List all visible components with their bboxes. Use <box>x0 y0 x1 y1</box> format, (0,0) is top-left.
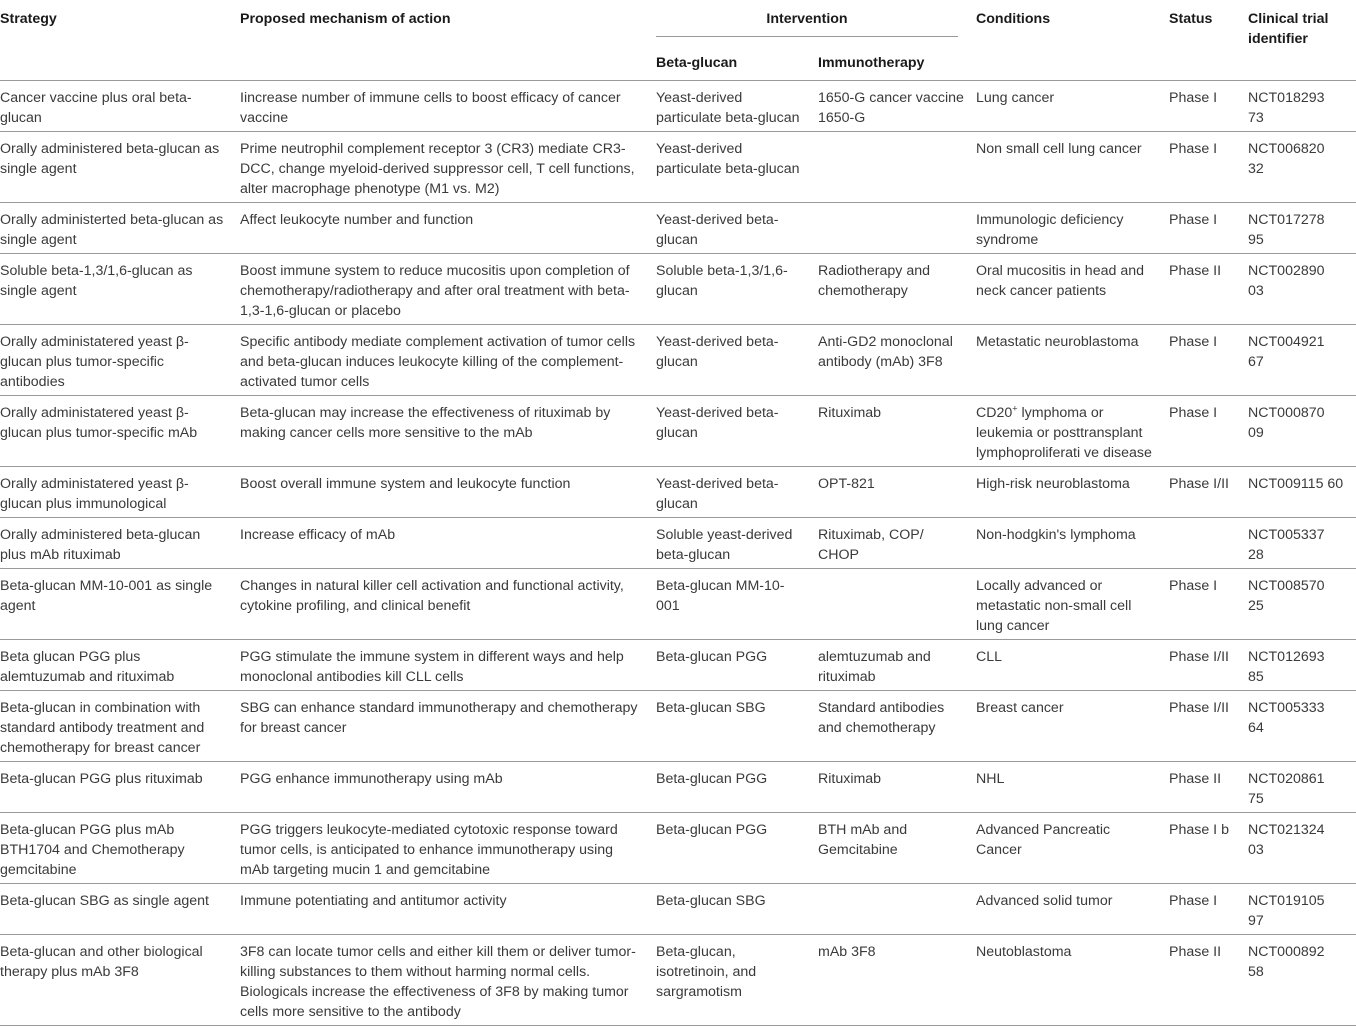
cell-identifier <box>1248 518 1356 569</box>
cell-mechanism-text: Prime neutrophil complement receptor 3 (CR3) mediate CR3-DCC, change myeloid-derived suppressor cell, T cell functions, alter macrophage phenotype (M1 vs. M2) <box>240 141 635 197</box>
cell-status <box>1169 132 1248 203</box>
cell-immunotherapy <box>818 396 976 467</box>
cell-conditions <box>976 132 1169 203</box>
cell-mechanism <box>240 254 656 325</box>
cell-identifier <box>1248 396 1356 467</box>
cell-strategy-text: Orally administatered yeast β-glucan plus tumor-specific mAb <box>0 405 198 441</box>
cell-status-text: Phase I/II <box>1169 700 1229 716</box>
cell-immunotherapy <box>818 884 976 935</box>
cell-beta-glucan <box>656 325 818 396</box>
table-row <box>0 691 1356 762</box>
cell-identifier <box>1248 935 1356 1026</box>
cell-status <box>1169 935 1248 1026</box>
cell-identifier <box>1248 884 1356 935</box>
cell-status <box>1169 518 1248 569</box>
cell-beta-glucan <box>656 884 818 935</box>
cell-immunotherapy-text: Rituximab, COP/ CHOP <box>818 527 924 563</box>
cell-immunotherapy <box>818 813 976 884</box>
cell-immunotherapy <box>818 203 976 254</box>
cell-beta-glucan <box>656 569 818 640</box>
cell-conditions-text: Oral mucositis in head and neck cancer patients <box>976 263 1144 299</box>
cell-mechanism <box>240 203 656 254</box>
cell-beta-glucan <box>656 691 818 762</box>
cell-immunotherapy-text: mAb 3F8 <box>818 944 876 960</box>
cell-strategy-text: Beta-glucan SBG as single agent <box>0 893 210 909</box>
cell-status <box>1169 691 1248 762</box>
cell-identifier <box>1248 813 1356 884</box>
cell-immunotherapy-text: Standard antibodies and chemotherapy <box>818 700 945 736</box>
cell-conditions <box>976 691 1169 762</box>
cell-mechanism <box>240 467 656 518</box>
cell-status <box>1169 640 1248 691</box>
cell-beta-glucan-text: Yeast-derived beta-glucan <box>656 334 779 370</box>
cell-status-text: Phase I <box>1169 212 1218 228</box>
cell-mechanism <box>240 518 656 569</box>
cell-conditions <box>976 467 1169 518</box>
cell-strategy <box>0 396 240 467</box>
cell-beta-glucan <box>656 762 818 813</box>
cell-mechanism-text: Affect leukocyte number and function <box>240 212 474 228</box>
header-identifier: Clinical trial identifier <box>1248 0 1356 81</box>
cell-identifier-text: NCT017278 95 <box>1248 212 1325 248</box>
cell-immunotherapy <box>818 254 976 325</box>
cell-mechanism-text: Increase efficacy of mAb <box>240 527 396 543</box>
cell-immunotherapy <box>818 640 976 691</box>
cell-status <box>1169 813 1248 884</box>
cell-conditions <box>976 813 1169 884</box>
cell-status-text: Phase I <box>1169 405 1218 421</box>
cell-conditions <box>976 203 1169 254</box>
cell-identifier <box>1248 467 1356 518</box>
cell-identifier-text: NCT000892 58 <box>1248 944 1325 980</box>
cell-immunotherapy-text: Rituximab <box>818 771 882 787</box>
cell-identifier-text: NCT018293 73 <box>1248 90 1325 126</box>
cell-mechanism-text: Changes in natural killer cell activation and functional activity, cytokine profiling, and clinical benefit <box>240 578 624 614</box>
cell-strategy <box>0 203 240 254</box>
cell-beta-glucan-text: Yeast-derived beta-glucan <box>656 476 779 512</box>
cell-strategy <box>0 467 240 518</box>
cell-status-text: Phase I <box>1169 578 1218 594</box>
cell-immunotherapy-text: OPT-821 <box>818 476 875 492</box>
cell-beta-glucan <box>656 132 818 203</box>
cell-immunotherapy-text: Rituximab <box>818 405 882 421</box>
cell-immunotherapy <box>818 325 976 396</box>
cell-mechanism <box>240 884 656 935</box>
cell-identifier-text: NCT008570 25 <box>1248 578 1325 614</box>
cell-identifier-text: NCT006820 32 <box>1248 141 1325 177</box>
cell-immunotherapy <box>818 81 976 132</box>
cell-identifier-text: NCT012693 85 <box>1248 649 1325 685</box>
cell-strategy-text: Orally administered beta-glucan plus mAb rituximab <box>0 527 201 563</box>
cell-beta-glucan <box>656 203 818 254</box>
cell-strategy-text: Soluble beta-1,3/1,6-glucan as single agent <box>0 263 193 299</box>
cell-beta-glucan-text: Yeast-derived particulate beta-glucan <box>656 90 800 126</box>
cell-status-text: Phase I/II <box>1169 476 1229 492</box>
header-status: Status <box>1169 0 1248 81</box>
cell-status <box>1169 884 1248 935</box>
cell-mechanism-text: Boost overall immune system and leukocyte function <box>240 476 571 492</box>
cell-beta-glucan-text: Yeast-derived particulate beta-glucan <box>656 141 800 177</box>
table-row <box>0 396 1356 467</box>
cell-immunotherapy <box>818 467 976 518</box>
cell-beta-glucan-text: Soluble yeast-derived beta-glucan <box>656 527 793 563</box>
cell-beta-glucan <box>656 467 818 518</box>
cell-mechanism <box>240 81 656 132</box>
cell-beta-glucan <box>656 518 818 569</box>
cell-mechanism-text: Iincrease number of immune cells to boost efficacy of cancer vaccine <box>240 90 621 126</box>
cell-conditions <box>976 640 1169 691</box>
cell-identifier <box>1248 254 1356 325</box>
cell-mechanism-text: PGG triggers leukocyte-mediated cytotoxic response toward tumor cells, is anticipated to enhance immunotherapy using mAb targeting mucin 1 and gemcitabine <box>240 822 618 878</box>
cell-status-text: Phase II <box>1169 771 1222 787</box>
cell-strategy-text: Orally administatered yeast β-glucan plus immunological <box>0 476 189 512</box>
cell-conditions <box>976 254 1169 325</box>
cell-beta-glucan-text: Beta-glucan PGG <box>656 649 768 665</box>
cell-conditions-text: NHL <box>976 771 1005 787</box>
header-conditions: Conditions <box>976 0 1169 81</box>
header-strategy: Strategy <box>0 0 240 81</box>
header-immunotherapy: Immunotherapy <box>818 44 976 81</box>
cell-mechanism-text: 3F8 can locate tumor cells and either kill them or deliver tumor-killing substances to them without harming normal cells. Biologicals increase the effectiveness of 3F8 by making tumor cells more sensitive to the antibody <box>240 944 636 1020</box>
cell-status <box>1169 569 1248 640</box>
cell-beta-glucan-text: Soluble beta-1,3/1,6-glucan <box>656 263 788 299</box>
cell-mechanism-text: SBG can enhance standard immunotherapy and chemotherapy for breast cancer <box>240 700 638 736</box>
cell-mechanism-text: Immune potentiating and antitumor activity <box>240 893 507 909</box>
cell-beta-glucan-text: Beta-glucan PGG <box>656 771 768 787</box>
cell-conditions-text: Non-hodgkin's lymphoma <box>976 527 1136 543</box>
cell-status <box>1169 203 1248 254</box>
cell-strategy <box>0 640 240 691</box>
cell-status-text: Phase II <box>1169 944 1222 960</box>
cell-strategy-text: Cancer vaccine plus oral beta-glucan <box>0 90 192 126</box>
table-row <box>0 325 1356 396</box>
cell-status <box>1169 762 1248 813</box>
cell-mechanism-text: Boost immune system to reduce mucositis upon completion of chemotherapy/radiotherapy and after oral treatment with beta-1,3-1,6-glucan or placebo <box>240 263 630 319</box>
table-row <box>0 518 1356 569</box>
cell-beta-glucan <box>656 81 818 132</box>
cell-mechanism-text: PGG stimulate the immune system in different ways and help monoclonal antibodies kill CLL cells <box>240 649 624 685</box>
table-body <box>0 81 1356 1026</box>
cell-beta-glucan-text: Beta-glucan PGG <box>656 822 768 838</box>
cell-status-text: Phase I/II <box>1169 649 1229 665</box>
cell-conditions-text: CD20+ lymphoma or leukemia or posttransplant lymphoproliferati ve disease <box>976 403 1152 461</box>
cell-identifier-text: NCT005337 28 <box>1248 527 1325 563</box>
cell-status <box>1169 396 1248 467</box>
cell-mechanism <box>240 569 656 640</box>
cell-conditions-text: Advanced Pancreatic Cancer <box>976 822 1111 858</box>
cell-identifier <box>1248 132 1356 203</box>
cell-immunotherapy-text: 1650-G cancer vaccine 1650-G <box>818 90 964 126</box>
cell-status <box>1169 81 1248 132</box>
cell-identifier <box>1248 640 1356 691</box>
cell-status-text: Phase I b <box>1169 822 1229 838</box>
cell-identifier-text: NCT009115 60 <box>1248 476 1344 492</box>
cell-mechanism <box>240 132 656 203</box>
cell-immunotherapy-text: alemtuzumab and rituximab <box>818 649 931 685</box>
table-row <box>0 467 1356 518</box>
cell-mechanism-text: Beta-glucan may increase the effectiveness of rituximab by making cancer cells more sensitive to the mAb <box>240 405 611 441</box>
cell-immunotherapy <box>818 691 976 762</box>
cell-conditions-text: High-risk neuroblastoma <box>976 476 1130 492</box>
cell-status-text: Phase I <box>1169 141 1218 157</box>
cell-immunotherapy-text: Anti-GD2 monoclonal antibody (mAb) 3F8 <box>818 334 953 370</box>
cell-beta-glucan-text: Beta-glucan SBG <box>656 893 766 909</box>
cell-identifier-text: NCT000870 09 <box>1248 405 1325 441</box>
cell-mechanism <box>240 935 656 1026</box>
header-intervention: Intervention <box>656 0 976 44</box>
table-row <box>0 569 1356 640</box>
cell-strategy <box>0 813 240 884</box>
cell-strategy-text: Beta-glucan in combination with standard antibody treatment and chemotherapy for breast cancer <box>0 700 205 756</box>
table-row <box>0 640 1356 691</box>
cell-immunotherapy-text: Radiotherapy and chemotherapy <box>818 263 931 299</box>
cell-strategy <box>0 884 240 935</box>
cell-strategy <box>0 325 240 396</box>
cell-status <box>1169 325 1248 396</box>
cell-status-text: Phase I <box>1169 893 1218 909</box>
cell-status-text: Phase I <box>1169 334 1218 350</box>
cell-mechanism <box>240 813 656 884</box>
cell-mechanism-text: PGG enhance immunotherapy using mAb <box>240 771 503 787</box>
cell-identifier-text: NCT005333 64 <box>1248 700 1325 736</box>
cell-immunotherapy <box>818 132 976 203</box>
cell-immunotherapy-text: BTH mAb and Gemcitabine <box>818 822 908 858</box>
cell-conditions-text: Locally advanced or metastatic non-small cell lung cancer <box>976 578 1132 634</box>
cell-conditions-text: CLL <box>976 649 1003 665</box>
cell-strategy-text: Orally administered beta-glucan as single agent <box>0 141 220 177</box>
cell-conditions <box>976 884 1169 935</box>
cell-status <box>1169 467 1248 518</box>
cell-strategy <box>0 935 240 1026</box>
cell-immunotherapy <box>818 518 976 569</box>
cell-strategy <box>0 691 240 762</box>
cell-identifier <box>1248 569 1356 640</box>
cell-beta-glucan <box>656 813 818 884</box>
cell-identifier <box>1248 203 1356 254</box>
table-row <box>0 935 1356 1026</box>
cell-immunotherapy <box>818 935 976 1026</box>
cell-strategy-text: Beta-glucan PGG plus mAb BTH1704 and Chemotherapy gemcitabine <box>0 822 185 878</box>
cell-beta-glucan <box>656 935 818 1026</box>
cell-conditions-text: Metastatic neuroblastoma <box>976 334 1139 350</box>
cell-beta-glucan-text: Yeast-derived beta-glucan <box>656 212 779 248</box>
table-row <box>0 81 1356 132</box>
cell-beta-glucan <box>656 640 818 691</box>
cell-immunotherapy <box>818 762 976 813</box>
cell-identifier <box>1248 691 1356 762</box>
cell-strategy-text: Orally administatered yeast β-glucan plus tumor-specific antibodies <box>0 334 189 390</box>
cell-conditions <box>976 762 1169 813</box>
cell-identifier <box>1248 81 1356 132</box>
header-mechanism: Proposed mechanism of action <box>240 0 656 81</box>
cell-mechanism <box>240 691 656 762</box>
cell-immunotherapy <box>818 569 976 640</box>
cell-identifier <box>1248 762 1356 813</box>
cell-status <box>1169 254 1248 325</box>
cell-mechanism-text: Specific antibody mediate complement activation of tumor cells and beta-glucan induces leukocyte killing of the complement-activated tumor cells <box>240 334 636 390</box>
cell-conditions-text: Immunologic deficiency syndrome <box>976 212 1124 248</box>
cell-conditions-text: Breast cancer <box>976 700 1064 716</box>
cell-beta-glucan <box>656 254 818 325</box>
cell-strategy-text: Beta-glucan MM-10-001 as single agent <box>0 578 213 614</box>
cell-conditions <box>976 518 1169 569</box>
cell-strategy-text: Beta glucan PGG plus alemtuzumab and rituximab <box>0 649 175 685</box>
table-row <box>0 254 1356 325</box>
cell-strategy-text: Orally administerted beta-glucan as single agent <box>0 212 224 248</box>
cell-beta-glucan-text: Yeast-derived beta-glucan <box>656 405 779 441</box>
table-row <box>0 132 1356 203</box>
table-header <box>0 0 1356 81</box>
cell-mechanism <box>240 640 656 691</box>
cell-beta-glucan <box>656 396 818 467</box>
cell-identifier-text: NCT020861 75 <box>1248 771 1325 807</box>
cell-beta-glucan-text: Beta-glucan MM-10-001 <box>656 578 785 614</box>
cell-conditions-text: Advanced solid tumor <box>976 893 1113 909</box>
table-row <box>0 813 1356 884</box>
table-row <box>0 762 1356 813</box>
cell-strategy <box>0 518 240 569</box>
cell-status-text: Phase I <box>1169 90 1218 106</box>
cell-identifier-text: NCT021324 03 <box>1248 822 1325 858</box>
cell-identifier-text: NCT004921 67 <box>1248 334 1325 370</box>
cell-beta-glucan-text: Beta-glucan SBG <box>656 700 766 716</box>
table-row <box>0 203 1356 254</box>
cell-strategy <box>0 254 240 325</box>
cell-strategy <box>0 569 240 640</box>
cell-strategy <box>0 762 240 813</box>
cell-strategy-text: Beta-glucan and other biological therapy plus mAb 3F8 <box>0 944 203 980</box>
cell-conditions <box>976 81 1169 132</box>
cell-conditions <box>976 935 1169 1026</box>
header-beta-glucan: Beta-glucan <box>656 44 818 81</box>
cell-mechanism <box>240 325 656 396</box>
cell-identifier-text: NCT002890 03 <box>1248 263 1325 299</box>
cell-conditions-text: Lung cancer <box>976 90 1055 106</box>
cell-mechanism <box>240 762 656 813</box>
cell-strategy <box>0 81 240 132</box>
table-row <box>0 884 1356 935</box>
cell-conditions <box>976 569 1169 640</box>
cell-identifier <box>1248 325 1356 396</box>
cell-conditions <box>976 396 1169 467</box>
cell-conditions-text: Neutoblastoma <box>976 944 1072 960</box>
cell-strategy <box>0 132 240 203</box>
cell-identifier-text: NCT019105 97 <box>1248 893 1325 929</box>
cell-conditions <box>976 325 1169 396</box>
cell-beta-glucan-text: Beta-glucan, isotretinoin, and sargramotism <box>656 944 757 1000</box>
cell-strategy-text: Beta-glucan PGG plus rituximab <box>0 771 203 787</box>
cell-status-text: Phase II <box>1169 263 1222 279</box>
cell-conditions-text: Non small cell lung cancer <box>976 141 1142 157</box>
cell-mechanism <box>240 396 656 467</box>
